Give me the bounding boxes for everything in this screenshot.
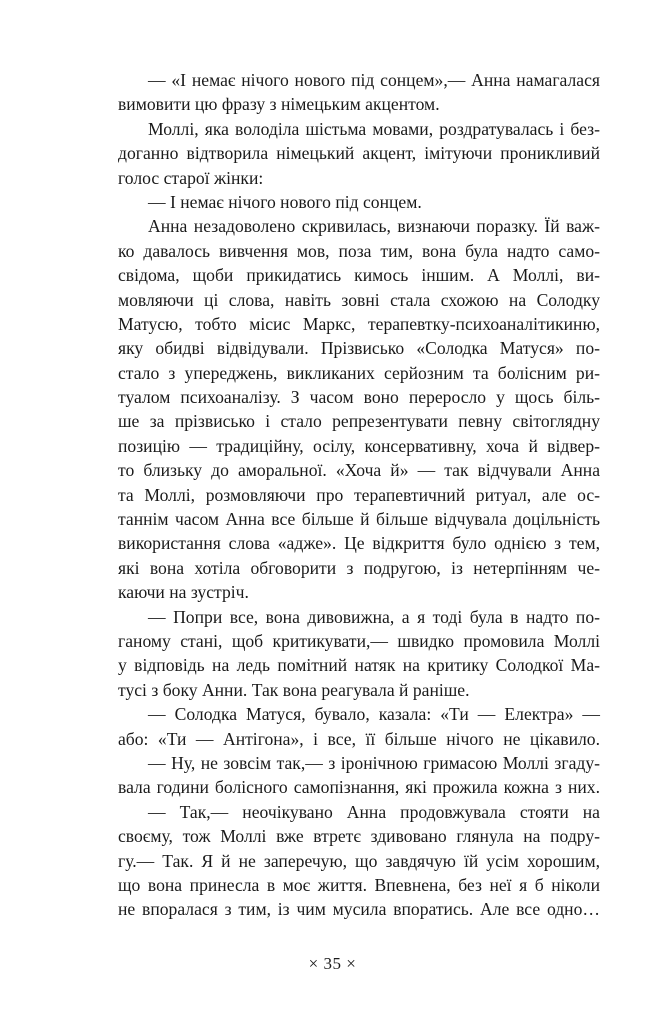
text-line: позицію — традиційну, осілу, консервативну, хоча й відвер- [118, 435, 600, 456]
text-line: голос старої жінки: [118, 167, 264, 188]
text-line: та Моллі, розмовляючи про терапевтичний ритуал, але ос- [118, 484, 600, 505]
text-line: — Попри все, вона дивовижна, а я тоді була в надто по- [148, 606, 600, 627]
text-line: не впоралася з тим, із чим мусила впоратись. Але все одно… [118, 899, 600, 920]
text-line: вала години болісного самопізнання, які прожила кожна з них. [118, 777, 600, 798]
text-line: — І немає нічого нового під сонцем. [148, 191, 422, 212]
text-line: ше за прізвисько і стало репрезентувати певну світоглядну [118, 411, 600, 432]
text-line: Моллі, яка володіла шістьма мовами, роздратувалась і без- [148, 118, 600, 139]
text-line: таннім часом Анна все більше й більше відчувала доцільність [118, 509, 600, 530]
body-text [118, 68, 600, 922]
text-line: доганно відтворила німецький акцент, імітуючи проникливий [118, 143, 600, 164]
text-line: — «І немає нічого нового під сонцем»,— Анна намагалася [148, 70, 600, 90]
text-line: які вона хотіла обговорити з подругою, із нетерпінням че- [118, 557, 600, 578]
text-line: використання слова «адже». Це відкриття було однією з тем, [118, 533, 600, 554]
text-line: гу.— Так. Я й не заперечую, що завдячую їй усім хорошим, [118, 850, 600, 871]
text-line: своєму, тож Моллі вже втретє здивовано глянула на подру- [118, 826, 600, 847]
text-line: каючи на зустріч. [118, 582, 249, 603]
text-line: вимовити цю фразу з німецьким акцентом. [118, 94, 440, 115]
text-line: — Ну, не зовсім так,— з іронічною гримасою Моллі згаду- [148, 752, 600, 773]
text-line: стало з упереджень, викликаних серйозним та болісним ри- [118, 362, 600, 383]
text-line: Анна незадоволено скривилась, визнаючи поразку. Їй важ- [148, 216, 600, 237]
text-line: мовляючи ці слова, навіть зовні стала схожою на Солодку [118, 289, 600, 310]
text-line: — Так,— неочікувано Анна продовжувала стояти на [148, 801, 600, 822]
text-line: — Солодка Матуся, бувало, казала: «Ти — Електра» — [148, 704, 600, 725]
text-line: або: «Ти — Антігона», і все, її більше нічого не цікавило. [118, 728, 600, 749]
text-line: Матусю, тобто місис Маркс, терапевтку-психоаналітикиню, [118, 313, 600, 334]
text-line: ко давалось вивчення мов, поза тим, вона була надто само- [118, 240, 600, 261]
text-line: то близьку до аморальної. «Хоча й» — так відчували Анна [118, 460, 600, 481]
page-number: × 35 × [308, 954, 357, 973]
text-line: яку обидві відвідували. Прізвисько «Солодка Матуся» по- [118, 338, 600, 359]
text-line: що вона принесла в моє життя. Впевнена, без неї я б ніколи [118, 874, 600, 895]
text-line: тусі з боку Анни. Так вона реагувала й раніше. [118, 679, 470, 700]
text-line: ганому стані, щоб критикувати,— швидко промовила Моллі [118, 630, 600, 651]
text-line: свідома, щоби прикидатись кимось іншим. А Моллі, ви- [118, 265, 600, 286]
text-line: туалом психоаналізу. З часом воно переросло у щось біль- [118, 387, 600, 408]
text-line: у відповідь на ледь помітний натяк на критику Солодкої Ма- [118, 655, 600, 676]
